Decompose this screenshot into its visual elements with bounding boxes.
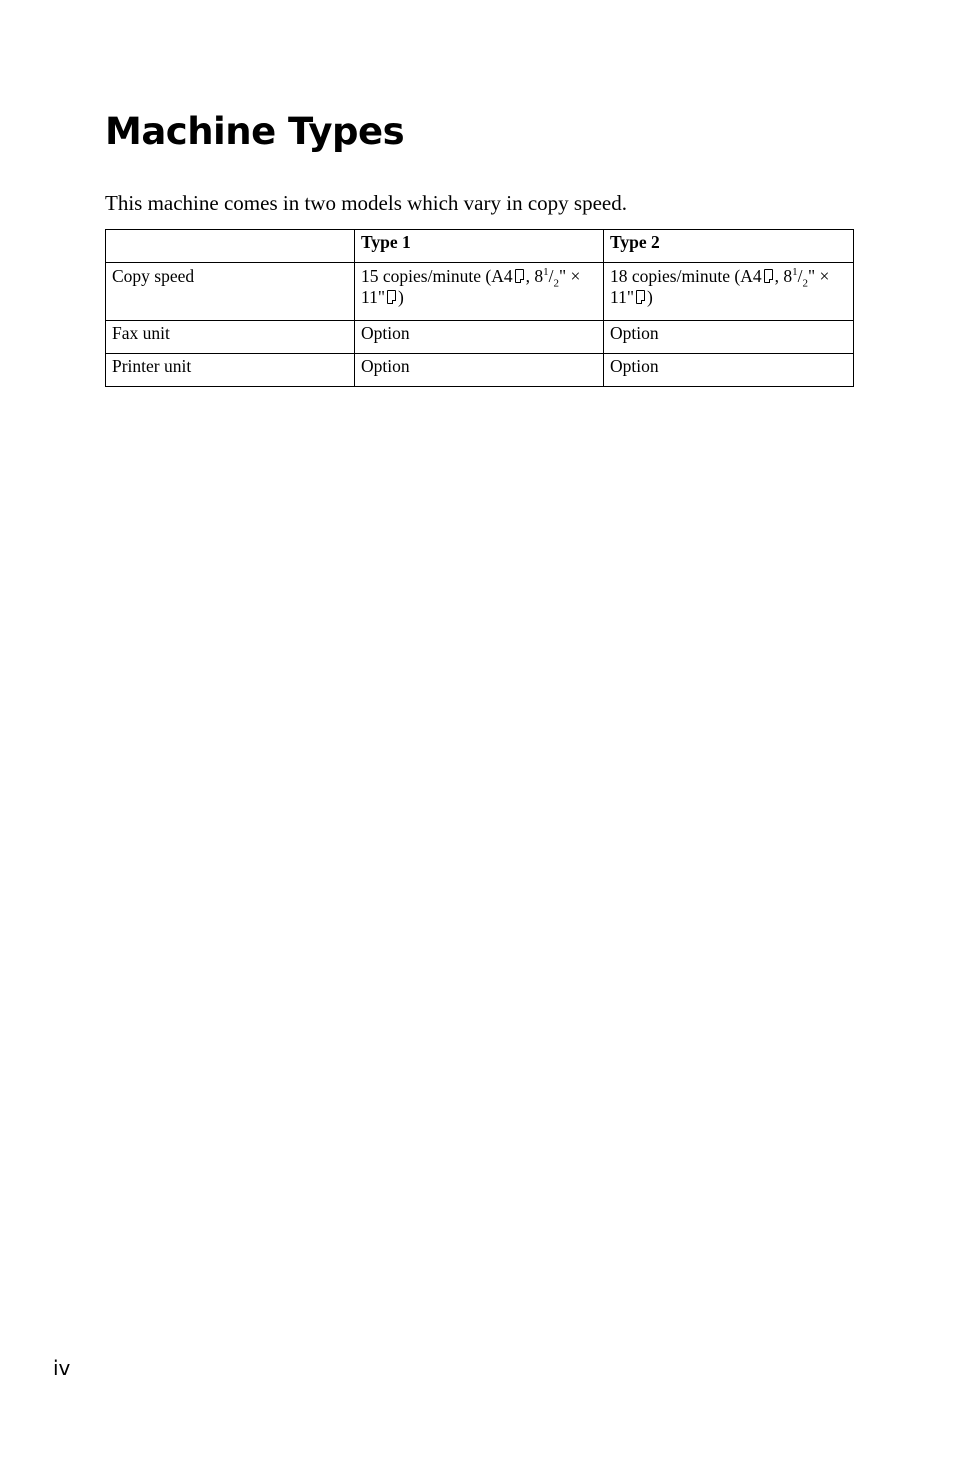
table-row-fax-unit [106, 321, 854, 354]
table-header-row [106, 230, 854, 263]
header-type-2: Type 2 [604, 230, 854, 263]
paper-portrait-icon [515, 269, 524, 283]
printer-unit-type-2: Option [604, 354, 854, 387]
table-row-printer-unit [106, 354, 854, 387]
row-label: Copy speed [106, 263, 355, 321]
intro-text: This machine comes in two models which vary in copy speed. [105, 191, 627, 215]
row-label: Fax unit [106, 321, 355, 354]
copy-speed-type-2: 18 copies/minute (A4 , $8^1/_2$" × 11" ) [604, 263, 854, 321]
fax-unit-type-2: Option [604, 321, 854, 354]
header-empty [106, 230, 355, 263]
page-title: Machine Types [105, 110, 405, 153]
printer-unit-type-1: Option [355, 354, 604, 387]
table-row-copy-speed [106, 263, 854, 321]
machine-types-table [105, 229, 854, 387]
paper-portrait-icon [636, 290, 645, 304]
copy-speed-type-1: 15 copies/minute (A4 , $8^1/_2$" × 11" ) [355, 263, 604, 321]
paper-portrait-icon [764, 269, 773, 283]
row-label: Printer unit [106, 354, 355, 387]
fax-unit-type-1: Option [355, 321, 604, 354]
header-type-1: Type 1 [355, 230, 604, 263]
paper-portrait-icon [387, 290, 396, 304]
page-number: iv [53, 1356, 71, 1380]
